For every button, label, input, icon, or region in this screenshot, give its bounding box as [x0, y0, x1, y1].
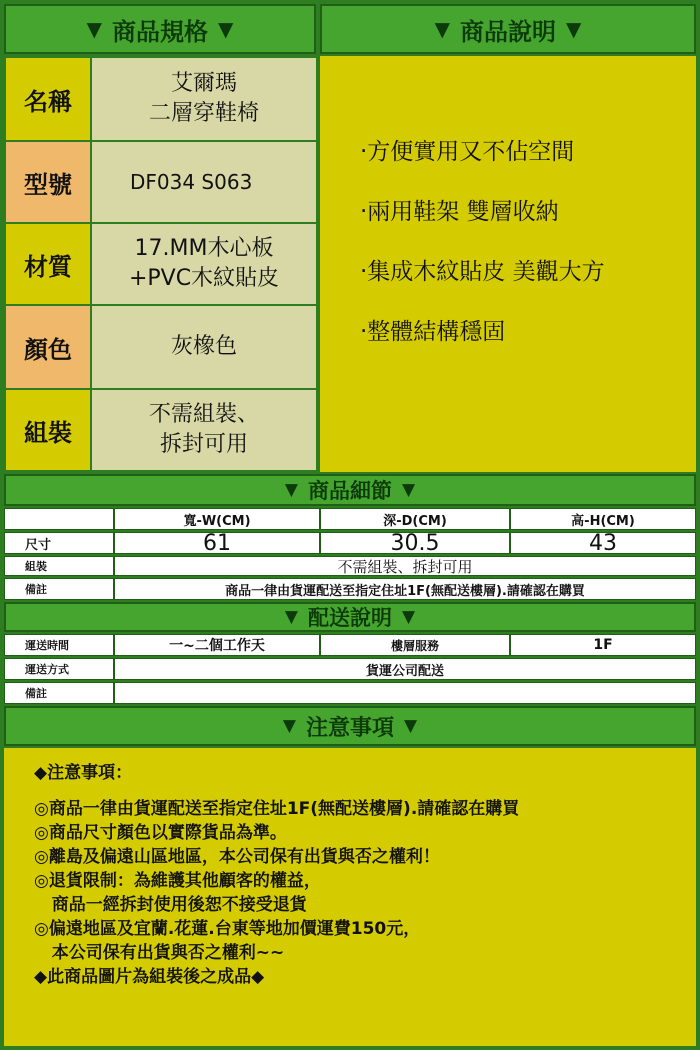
- spec-value-line: 不需組裝、: [148, 402, 259, 427]
- description-item: ‧集成木紋貼皮 美觀大方: [360, 259, 605, 285]
- triangle-down-icon: ▼: [404, 716, 418, 736]
- spec-value-color: 灰橡色: [92, 306, 316, 388]
- spec-table: [4, 56, 318, 472]
- triangle-down-icon: ▼: [86, 17, 102, 41]
- floor-service-value: 1F: [510, 634, 696, 656]
- description-item: ‧整體結構穩固: [360, 319, 506, 345]
- description-item: ‧兩用鞋架 雙層收納: [360, 199, 559, 225]
- spec-value-name: [92, 58, 316, 140]
- note-line: ◎離島及偏遠山區地區，本公司保有出貨與否之權利！: [34, 847, 440, 867]
- triangle-down-icon: ▼: [402, 480, 416, 500]
- delivery-time-value: 一~二個工作天: [114, 634, 320, 656]
- note-line: ◎偏遠地區及宜蘭.花蓮.台東等地加價運費150元，: [34, 919, 421, 939]
- delivery-time-label: 運送時間: [4, 634, 114, 656]
- spec-header-title: 商品規格: [112, 17, 208, 46]
- triangle-down-icon: ▼: [402, 607, 416, 627]
- note-line: 本公司保有出貨與否之權利~~: [34, 943, 285, 963]
- size-width-value: 61: [114, 532, 320, 554]
- triangle-down-icon: ▼: [434, 17, 450, 41]
- assembly-label: 組裝: [4, 556, 114, 576]
- detail-col-depth: 深-D(CM): [320, 508, 510, 530]
- spec-value-line: 艾爾瑪: [170, 71, 237, 96]
- spec-label-material: 材質: [6, 224, 90, 304]
- remark-label: 備註: [4, 578, 114, 600]
- note-line: ◆此商品圖片為組裝後之成品◆: [34, 967, 265, 987]
- size-depth-value: 30.5: [320, 532, 510, 554]
- desc-header-bar: [320, 4, 696, 54]
- delivery-header-bar: [4, 602, 696, 632]
- note-line: ◎商品一律由貨運配送至指定住址1F(無配送樓層).請確認在購買: [34, 799, 520, 819]
- detail-col-width: 寬-W(CM): [114, 508, 320, 530]
- triangle-down-icon: ▼: [284, 480, 298, 500]
- triangle-down-icon: ▼: [218, 17, 234, 41]
- delivery-method-label: 運送方式: [4, 658, 114, 680]
- spec-value-model: DF034 S063: [92, 142, 316, 222]
- detail-corner-cell: [4, 508, 114, 530]
- delivery-header-title: 配送說明: [308, 606, 392, 630]
- detail-header-bar: [4, 474, 696, 506]
- floor-service-label: 樓層服務: [320, 634, 510, 656]
- spec-label-model: 型號: [6, 142, 90, 222]
- note-line: ◎退貨限制：為維護其他顧客的權益，: [34, 871, 321, 891]
- spec-value-assembly: [92, 390, 316, 470]
- spec-value-line: 17.MM木心板: [134, 236, 274, 261]
- description-panel: [320, 56, 696, 472]
- triangle-down-icon: ▼: [284, 607, 298, 627]
- detail-col-height: 高-H(CM): [510, 508, 696, 530]
- size-label: 尺寸: [4, 532, 114, 554]
- spec-label-name: 名稱: [6, 58, 90, 140]
- assembly-value: 不需組裝、拆封可用: [114, 556, 696, 576]
- spec-value-material: [92, 224, 316, 304]
- desc-header-title: 商品說明: [460, 17, 556, 46]
- triangle-down-icon: ▼: [566, 17, 582, 41]
- spec-value-line: +PVC木紋貼皮: [128, 266, 280, 291]
- delivery-remark-value: [114, 682, 696, 704]
- size-height-value: 43: [510, 532, 696, 554]
- notes-title: ◆注意事項：: [34, 763, 133, 783]
- delivery-remark-label: 備註: [4, 682, 114, 704]
- spec-label-color: 顏色: [6, 306, 90, 388]
- note-line: ◎商品尺寸顏色以實際貨品為準。: [34, 823, 287, 843]
- spec-label-assembly: 組裝: [6, 390, 90, 470]
- spec-header-bar: [4, 4, 316, 54]
- triangle-down-icon: ▼: [282, 716, 296, 736]
- detail-header-title: 商品細節: [308, 479, 392, 503]
- notes-header-bar: [4, 706, 696, 746]
- notes-panel: [4, 748, 696, 1046]
- note-line: 商品一經拆封使用後恕不接受退貨: [34, 895, 307, 915]
- delivery-method-value: 貨運公司配送: [114, 658, 696, 680]
- description-item: ‧方便實用又不佔空間: [360, 139, 575, 165]
- spec-value-line: 二層穿鞋椅: [148, 101, 259, 126]
- spec-value-line: 拆封可用: [159, 432, 248, 457]
- remark-value: 商品一律由貨運配送至指定住址1F(無配送樓層).請確認在購買: [114, 578, 696, 600]
- notes-header-title: 注意事項: [305, 715, 394, 741]
